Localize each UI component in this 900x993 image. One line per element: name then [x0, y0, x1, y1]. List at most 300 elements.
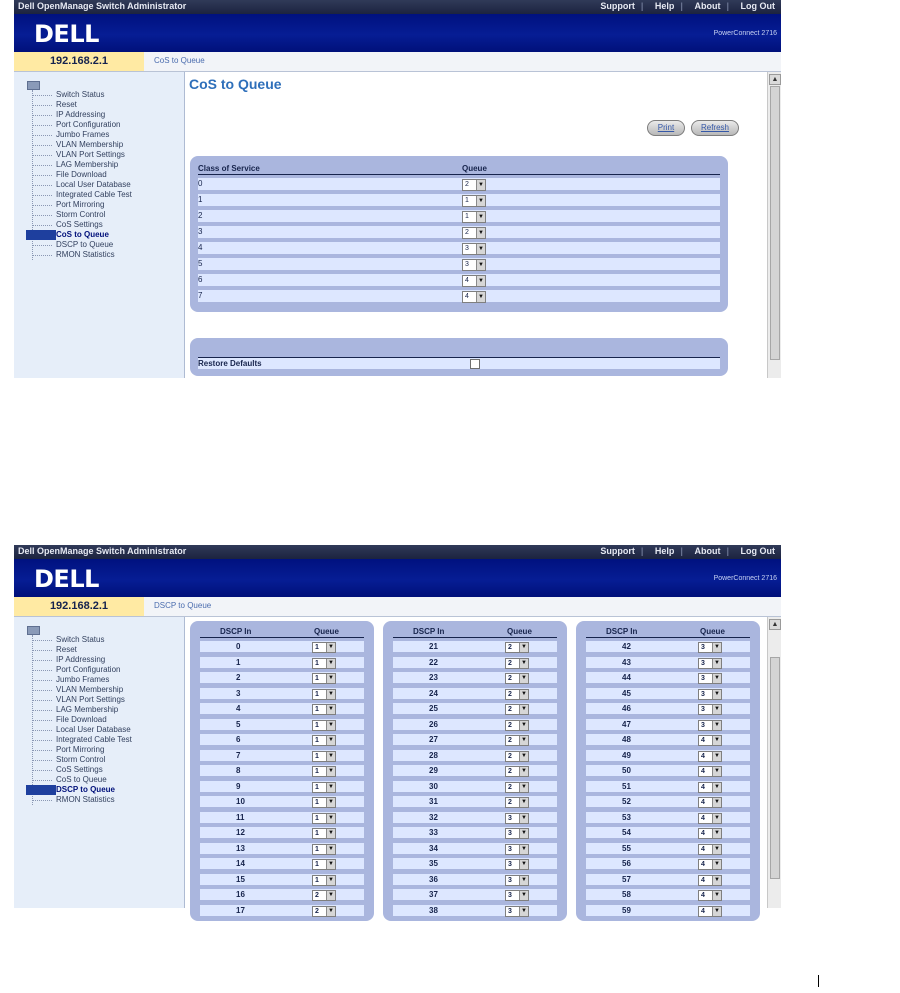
queue-select[interactable]	[505, 689, 529, 700]
chevron-down-icon[interactable]: ▼	[326, 891, 335, 900]
nav-item-label: Storm Control	[56, 755, 106, 764]
chevron-down-icon[interactable]: ▼	[519, 907, 528, 916]
table-row	[393, 657, 557, 668]
dscp-value: 56	[622, 859, 631, 868]
logout-link[interactable]: Log Out	[740, 1, 775, 11]
restore-defaults-panel	[190, 338, 728, 376]
chevron-down-icon[interactable]: ▼	[326, 721, 335, 730]
nav-item-switch-status[interactable]	[32, 635, 180, 645]
top-bar	[14, 0, 781, 14]
nav-item-vlan-port-settings[interactable]	[32, 150, 180, 160]
nav-item-cos-to-queue[interactable]	[32, 230, 180, 240]
queue-select-value: 1	[315, 644, 319, 651]
chevron-down-icon[interactable]: ▼	[326, 752, 335, 761]
chevron-down-icon[interactable]: ▼	[712, 705, 721, 714]
dscp-value: 5	[236, 719, 241, 729]
nav-item-storm-control[interactable]	[32, 210, 180, 220]
queue-select-value: 4	[701, 814, 705, 822]
nav-item-switch-status[interactable]	[32, 90, 180, 100]
nav-item-label: Port Mirroring	[56, 200, 105, 209]
queue-select[interactable]	[505, 735, 529, 746]
queue-select-value: 1	[465, 213, 469, 220]
queue-select-value: 3	[701, 659, 705, 667]
about-link[interactable]: About	[694, 1, 721, 11]
chevron-down-icon[interactable]: ▼	[326, 814, 335, 823]
table-row	[586, 641, 750, 652]
queue-select[interactable]	[698, 813, 722, 824]
chevron-down-icon[interactable]: ▼	[712, 845, 721, 854]
breadcrumb: CoS to Queue	[154, 56, 205, 65]
queue-select[interactable]	[312, 813, 336, 824]
nav-item-label: VLAN Port Settings	[56, 695, 125, 704]
nav-item-label: Port Configuration	[56, 120, 121, 129]
nav-item-lag-membership[interactable]	[32, 160, 180, 170]
tree-root-icon[interactable]	[27, 81, 40, 90]
queue-select[interactable]	[698, 735, 722, 746]
chevron-down-icon[interactable]: ▼	[519, 814, 528, 823]
page-margin-mark	[818, 975, 819, 987]
chevron-down-icon[interactable]: ▼	[476, 244, 485, 254]
chevron-down-icon[interactable]: ▼	[326, 674, 335, 683]
restore-header-line	[198, 348, 720, 358]
chevron-down-icon[interactable]: ▼	[712, 907, 721, 916]
scroll-thumb[interactable]	[770, 86, 780, 360]
queue-select[interactable]	[312, 735, 336, 746]
table-row	[586, 703, 750, 714]
nav-item-label: VLAN Membership	[56, 140, 124, 149]
cos-value: 5	[198, 259, 203, 268]
table-row	[393, 812, 557, 823]
table-row	[200, 781, 364, 792]
queue-select-value: 3	[701, 644, 705, 651]
table-row	[200, 703, 364, 714]
table-row	[586, 781, 750, 792]
chevron-down-icon[interactable]: ▼	[712, 721, 721, 730]
chevron-down-icon[interactable]: ▼	[476, 196, 485, 206]
nav-item-ip-addressing[interactable]	[32, 655, 180, 665]
support-link[interactable]: Support	[600, 546, 635, 556]
table-row	[393, 874, 557, 885]
nav-item-port-configuration[interactable]	[32, 665, 180, 675]
queue-select[interactable]	[505, 720, 529, 731]
table-row	[393, 688, 557, 699]
scroll-up-arrow[interactable]: ▲	[769, 74, 781, 85]
chevron-down-icon[interactable]: ▼	[326, 767, 335, 776]
queue-select[interactable]	[312, 751, 336, 762]
nav-item-label: Port Configuration	[56, 665, 121, 674]
table-row	[393, 750, 557, 761]
queue-select-value: 2	[508, 644, 512, 651]
table-row	[393, 905, 557, 916]
queue-select[interactable]	[462, 275, 486, 287]
queue-select[interactable]	[312, 844, 336, 855]
queue-select[interactable]	[312, 859, 336, 870]
dscp-value: 43	[622, 657, 631, 667]
dscp-value: 31	[429, 797, 438, 806]
queue-select[interactable]	[698, 751, 722, 762]
chevron-down-icon[interactable]: ▼	[519, 891, 528, 900]
table-row	[200, 796, 364, 807]
table-row	[200, 765, 364, 776]
queue-select[interactable]	[505, 828, 529, 839]
nav-item-label: DSCP to Queue	[56, 240, 114, 249]
chevron-down-icon[interactable]: ▼	[476, 180, 485, 190]
nav-item-label: VLAN Port Settings	[56, 150, 125, 159]
chevron-down-icon[interactable]: ▼	[712, 814, 721, 823]
queue-select[interactable]	[505, 766, 529, 777]
dscp-value: 44	[622, 673, 631, 682]
queue-select[interactable]	[312, 673, 336, 684]
table-header	[586, 627, 750, 638]
chevron-down-icon[interactable]: ▼	[712, 736, 721, 745]
table-row	[200, 874, 364, 885]
chevron-down-icon[interactable]: ▼	[326, 736, 335, 745]
queue-select[interactable]	[698, 720, 722, 731]
dscp-value: 1	[236, 657, 241, 667]
queue-select[interactable]	[312, 828, 336, 839]
dscp-value: 53	[622, 812, 631, 822]
table-header	[198, 164, 720, 175]
queue-select-value: 4	[701, 768, 705, 775]
dscp-value: 16	[236, 890, 245, 899]
chevron-down-icon[interactable]: ▼	[712, 690, 721, 699]
nav-item-vlan-membership[interactable]	[32, 685, 180, 695]
product-name: PowerConnect 2716	[713, 575, 777, 582]
table-row	[198, 226, 720, 238]
chevron-down-icon[interactable]: ▼	[476, 260, 485, 270]
chevron-down-icon[interactable]: ▼	[326, 705, 335, 714]
dscp-value: 54	[622, 828, 631, 837]
chevron-down-icon[interactable]: ▼	[519, 876, 528, 885]
chevron-down-icon[interactable]: ▼	[712, 643, 721, 652]
queue-select-value: 1	[315, 845, 319, 853]
chevron-down-icon[interactable]: ▼	[326, 783, 335, 792]
queue-select[interactable]	[312, 797, 336, 808]
dscp-value: 12	[236, 828, 245, 837]
chevron-down-icon[interactable]: ▼	[712, 798, 721, 807]
table-row	[198, 210, 720, 222]
chevron-down-icon[interactable]: ▼	[712, 829, 721, 838]
queue-select[interactable]	[462, 195, 486, 207]
cos-value: 4	[198, 243, 203, 252]
queue-select[interactable]	[698, 782, 722, 793]
dscp-value: 24	[429, 688, 438, 698]
dscp-value: 29	[429, 766, 438, 775]
nav-item-port-mirroring[interactable]	[32, 745, 180, 755]
top-links: Support | Help | About | Log Out	[600, 1, 775, 11]
queue-select[interactable]	[505, 751, 529, 762]
chevron-down-icon[interactable]: ▼	[712, 876, 721, 885]
dscp-value: 17	[236, 905, 245, 915]
queue-select[interactable]	[698, 673, 722, 684]
chevron-down-icon[interactable]: ▼	[519, 767, 528, 776]
nav-item-vlan-port-settings[interactable]	[32, 695, 180, 705]
chevron-down-icon[interactable]: ▼	[326, 829, 335, 838]
queue-select[interactable]	[698, 859, 722, 870]
refresh-button[interactable]: Refresh	[691, 120, 739, 136]
queue-select-value: 1	[315, 752, 319, 760]
queue-select[interactable]	[462, 243, 486, 255]
table-header	[393, 627, 557, 638]
nav-item-rmon-statistics[interactable]	[32, 795, 180, 805]
nav-item-rmon-statistics[interactable]	[32, 250, 180, 260]
queue-select[interactable]	[462, 227, 486, 239]
queue-select-value: 4	[701, 830, 705, 837]
chevron-down-icon[interactable]: ▼	[712, 659, 721, 668]
queue-select[interactable]	[505, 890, 529, 901]
page-title: CoS to Queue	[189, 76, 282, 92]
chevron-down-icon[interactable]: ▼	[712, 674, 721, 683]
help-link[interactable]: Help	[654, 546, 675, 556]
queue-select[interactable]	[462, 179, 486, 191]
nav-item-lag-membership[interactable]	[32, 705, 180, 715]
nav-item-file-download[interactable]	[32, 715, 180, 725]
queue-select[interactable]	[698, 875, 722, 886]
queue-select[interactable]	[698, 658, 722, 669]
table-row	[586, 750, 750, 761]
queue-select[interactable]	[505, 704, 529, 715]
queue-select[interactable]	[505, 906, 529, 917]
cos-to-queue-screenshot	[14, 0, 781, 378]
chevron-down-icon[interactable]: ▼	[326, 876, 335, 885]
chevron-down-icon[interactable]: ▼	[519, 643, 528, 652]
nav-item-storm-control[interactable]	[32, 755, 180, 765]
queue-select-value: 3	[701, 675, 705, 682]
queue-select[interactable]	[698, 844, 722, 855]
nav-item-dscp-to-queue[interactable]	[32, 240, 180, 250]
dscp-value: 9	[236, 781, 241, 791]
nav-item-dscp-to-queue[interactable]	[32, 785, 180, 795]
chevron-down-icon[interactable]: ▼	[519, 860, 528, 869]
nav-item-jumbo-frames[interactable]	[32, 675, 180, 685]
queue-select-value: 3	[508, 814, 512, 822]
queue-select-value: 4	[701, 752, 705, 760]
dscp-value: 30	[429, 781, 438, 791]
dscp-value: 3	[236, 688, 241, 698]
table-row	[586, 827, 750, 838]
nav-item-local-user-database[interactable]	[32, 725, 180, 735]
nav-item-label: Reset	[56, 100, 77, 109]
ip-address-tab[interactable]: 192.168.2.1	[14, 597, 144, 616]
nav-item-reset[interactable]	[32, 100, 180, 110]
nav-item-label: Local User Database	[56, 180, 131, 189]
dscp-value: 36	[429, 874, 438, 884]
dscp-queue-table	[190, 621, 374, 921]
nav-item-integrated-cable-test[interactable]	[32, 735, 180, 745]
chevron-down-icon[interactable]: ▼	[476, 276, 485, 286]
nav-item-local-user-database[interactable]	[32, 180, 180, 190]
nav-item-port-mirroring[interactable]	[32, 200, 180, 210]
queue-select[interactable]	[505, 658, 529, 669]
queue-select[interactable]	[505, 844, 529, 855]
table-row	[200, 905, 364, 916]
chevron-down-icon[interactable]: ▼	[712, 891, 721, 900]
queue-select-value: 4	[701, 799, 705, 806]
queue-select[interactable]	[462, 211, 486, 223]
queue-select[interactable]	[698, 704, 722, 715]
tree-root-icon[interactable]	[27, 626, 40, 635]
queue-select[interactable]	[505, 797, 529, 808]
scroll-up-arrow[interactable]: ▲	[769, 619, 781, 630]
chevron-down-icon[interactable]: ▼	[326, 860, 335, 869]
chevron-down-icon[interactable]: ▼	[326, 690, 335, 699]
table-row	[200, 672, 364, 683]
chevron-down-icon[interactable]: ▼	[519, 845, 528, 854]
queue-select[interactable]	[698, 890, 722, 901]
chevron-down-icon[interactable]: ▼	[519, 674, 528, 683]
table-row	[393, 796, 557, 807]
queue-select[interactable]	[312, 875, 336, 886]
table-row	[200, 858, 364, 869]
queue-select[interactable]	[312, 642, 336, 653]
queue-select[interactable]	[505, 642, 529, 653]
chevron-down-icon[interactable]: ▼	[326, 659, 335, 668]
dscp-value: 46	[622, 704, 631, 713]
restore-defaults-checkbox[interactable]	[470, 359, 480, 369]
queue-select[interactable]	[312, 890, 336, 901]
table-row	[586, 812, 750, 823]
queue-select[interactable]	[462, 291, 486, 303]
chevron-down-icon[interactable]: ▼	[712, 752, 721, 761]
nav-item-label: RMON Statistics	[56, 795, 115, 804]
nav-item-cos-settings[interactable]	[32, 220, 180, 230]
queue-select[interactable]	[698, 642, 722, 653]
main-content	[185, 72, 767, 378]
queue-select[interactable]	[505, 859, 529, 870]
queue-select-value: 2	[508, 690, 512, 698]
chevron-down-icon[interactable]: ▼	[519, 736, 528, 745]
cos-queue-table	[190, 156, 728, 312]
dscp-in-header: DSCP In	[606, 627, 638, 636]
chevron-down-icon[interactable]: ▼	[326, 845, 335, 854]
chevron-down-icon[interactable]: ▼	[519, 752, 528, 761]
queue-select[interactable]	[312, 704, 336, 715]
queue-select[interactable]	[505, 782, 529, 793]
nav-item-cos-settings[interactable]	[32, 765, 180, 775]
nav-item-cos-to-queue[interactable]	[32, 775, 180, 785]
queue-header: Queue	[507, 627, 532, 636]
queue-select-value: 3	[508, 845, 512, 853]
chevron-down-icon[interactable]: ▼	[326, 643, 335, 652]
table-row	[200, 812, 364, 823]
queue-select[interactable]	[698, 766, 722, 777]
nav-item-port-configuration[interactable]	[32, 120, 180, 130]
chevron-down-icon[interactable]: ▼	[712, 860, 721, 869]
nav-item-integrated-cable-test[interactable]	[32, 190, 180, 200]
queue-select-value: 4	[465, 293, 469, 300]
table-row	[393, 703, 557, 714]
queue-select[interactable]	[312, 658, 336, 669]
dscp-value: 34	[429, 843, 438, 853]
cos-value: 7	[198, 291, 203, 300]
table-row	[200, 750, 364, 761]
vertical-scrollbar[interactable]	[767, 617, 781, 908]
logout-link[interactable]: Log Out	[740, 546, 775, 556]
chevron-down-icon[interactable]: ▼	[476, 292, 485, 302]
chevron-down-icon[interactable]: ▼	[476, 212, 485, 222]
chevron-down-icon[interactable]: ▼	[519, 690, 528, 699]
queue-select-value: 4	[701, 845, 705, 853]
main-content	[185, 617, 767, 915]
chevron-down-icon[interactable]: ▼	[519, 705, 528, 714]
chevron-down-icon[interactable]: ▼	[519, 659, 528, 668]
queue-select[interactable]	[312, 689, 336, 700]
chevron-down-icon[interactable]: ▼	[519, 829, 528, 838]
queue-select[interactable]	[312, 766, 336, 777]
class-of-service-header: Class of Service	[198, 164, 260, 173]
scroll-thumb[interactable]	[770, 657, 780, 879]
dscp-queue-table	[383, 621, 567, 921]
queue-select[interactable]	[312, 782, 336, 793]
dscp-value: 59	[622, 905, 631, 915]
vertical-scrollbar[interactable]	[767, 72, 781, 378]
queue-select-value: 2	[315, 907, 319, 915]
queue-select-value: 4	[701, 737, 705, 744]
queue-select[interactable]	[505, 673, 529, 684]
chevron-down-icon[interactable]: ▼	[519, 798, 528, 807]
queue-select[interactable]	[462, 259, 486, 271]
ip-address-tab[interactable]: 192.168.2.1	[14, 52, 144, 71]
help-link[interactable]: Help	[654, 1, 675, 11]
dscp-value: 45	[622, 688, 631, 698]
dscp-value: 26	[429, 719, 438, 729]
queue-select[interactable]	[312, 720, 336, 731]
nav-item-file-download[interactable]	[32, 170, 180, 180]
dscp-value: 55	[622, 843, 631, 853]
chevron-down-icon[interactable]: ▼	[326, 798, 335, 807]
queue-select[interactable]	[698, 689, 722, 700]
nav-item-vlan-membership[interactable]	[32, 140, 180, 150]
nav-item-jumbo-frames[interactable]	[32, 130, 180, 140]
nav-item-label: Integrated Cable Test	[56, 190, 132, 199]
dscp-value: 2	[236, 673, 241, 682]
dscp-value: 47	[622, 719, 631, 729]
queue-select[interactable]	[505, 875, 529, 886]
chevron-down-icon[interactable]: ▼	[326, 907, 335, 916]
print-button[interactable]: Print	[647, 120, 685, 136]
queue-select[interactable]	[505, 813, 529, 824]
about-link[interactable]: About	[694, 546, 721, 556]
support-link[interactable]: Support	[600, 1, 635, 11]
chevron-down-icon[interactable]: ▼	[476, 228, 485, 238]
queue-select-value: 1	[315, 830, 319, 837]
nav-item-reset[interactable]	[32, 645, 180, 655]
chevron-down-icon[interactable]: ▼	[519, 783, 528, 792]
chevron-down-icon[interactable]: ▼	[712, 783, 721, 792]
nav-item-ip-addressing[interactable]	[32, 110, 180, 120]
queue-select-value: 1	[315, 814, 319, 822]
table-header	[200, 627, 364, 638]
dscp-value: 7	[236, 750, 241, 760]
queue-select[interactable]	[312, 906, 336, 917]
queue-select-value: 3	[508, 876, 512, 884]
cos-value: 2	[198, 211, 203, 220]
nav-item-label: File Download	[56, 715, 107, 724]
queue-select[interactable]	[698, 906, 722, 917]
chevron-down-icon[interactable]: ▼	[712, 767, 721, 776]
dscp-value: 49	[622, 750, 631, 760]
chevron-down-icon[interactable]: ▼	[519, 721, 528, 730]
queue-select[interactable]	[698, 828, 722, 839]
dscp-value: 15	[236, 874, 245, 884]
nav-item-label: VLAN Membership	[56, 685, 124, 694]
queue-select[interactable]	[698, 797, 722, 808]
queue-select-value: 3	[508, 861, 512, 868]
table-row	[586, 719, 750, 730]
nav-item-label: Switch Status	[56, 90, 105, 99]
nav-item-label: Jumbo Frames	[56, 130, 110, 139]
queue-select-value: 3	[508, 830, 512, 837]
